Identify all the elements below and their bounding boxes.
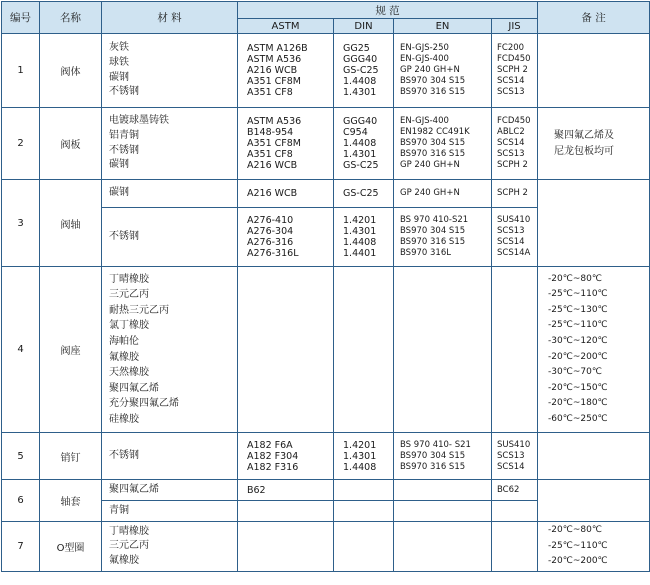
cell-line: 氟橡胶 bbox=[109, 351, 139, 363]
cell-line: FCD450 bbox=[497, 116, 531, 126]
cell-line: SCS14A bbox=[497, 248, 531, 258]
part-name: 阀轴 bbox=[40, 180, 102, 267]
cell-line: A351 CF8 bbox=[247, 149, 293, 160]
astm-spec bbox=[238, 433, 334, 480]
cell-line: 碳钢 bbox=[109, 71, 129, 83]
cell-line: FCD450 bbox=[497, 54, 531, 64]
astm-spec bbox=[238, 180, 334, 208]
cell-line: SCS13 bbox=[497, 87, 525, 97]
material-list bbox=[102, 522, 238, 572]
remark bbox=[538, 267, 650, 433]
cell-line: SCS13 bbox=[497, 226, 525, 236]
cell-line: 海帕伦 bbox=[109, 335, 139, 347]
cell-line: A351 CF8M bbox=[247, 76, 301, 87]
cell-line: 硅橡胶 bbox=[109, 413, 139, 425]
cell-line: 丁晴橡胶 bbox=[109, 273, 149, 285]
material-list bbox=[102, 108, 238, 180]
cell-line: 丁晴橡胶 bbox=[109, 525, 149, 537]
header-name: 名称 bbox=[40, 2, 102, 34]
row-number: 1 bbox=[2, 34, 40, 108]
header-jis: JIS bbox=[492, 19, 538, 34]
cell-line: A351 CF8M bbox=[247, 138, 301, 149]
part-name: 阀座 bbox=[40, 267, 102, 433]
cell-line: GS-C25 bbox=[343, 160, 379, 171]
cell-line: A216 WCB bbox=[247, 160, 298, 171]
cell-line: -60℃~250℃ bbox=[548, 413, 608, 424]
cell-line: 耐热三元乙丙 bbox=[109, 304, 169, 316]
jis-spec bbox=[492, 501, 538, 522]
en-spec bbox=[394, 267, 492, 433]
table-row bbox=[2, 34, 650, 108]
en-spec bbox=[394, 208, 492, 267]
din-spec bbox=[334, 34, 394, 108]
en-spec bbox=[394, 522, 492, 572]
cell-line: 碳钢 bbox=[109, 159, 129, 171]
cell-line: 铝青铜 bbox=[109, 129, 139, 141]
table-row bbox=[2, 433, 650, 480]
header-spec: 规 范 bbox=[238, 2, 538, 19]
astm-spec bbox=[238, 480, 334, 501]
cell-line: -25℃~110℃ bbox=[548, 289, 608, 300]
row-number: 5 bbox=[2, 433, 40, 480]
cell-line: SCS13 bbox=[497, 450, 525, 461]
cell-line: 不锈钢 bbox=[109, 144, 139, 156]
din-spec bbox=[334, 480, 394, 501]
valve-materials-table bbox=[1, 1, 650, 572]
din-spec bbox=[334, 522, 394, 572]
header-en: EN bbox=[394, 19, 492, 34]
jis-spec bbox=[492, 267, 538, 433]
header-no: 编号 bbox=[2, 2, 40, 34]
part-name: 阀体 bbox=[40, 34, 102, 108]
material-list bbox=[102, 433, 238, 480]
cell-line: A216 WCB bbox=[247, 188, 298, 199]
remark bbox=[538, 522, 650, 572]
cell-line: 1.4301 bbox=[343, 450, 377, 462]
cell-line: GG25 bbox=[343, 43, 370, 54]
cell-line: A276-316 bbox=[247, 237, 294, 248]
cell-line: -25℃~130℃ bbox=[548, 304, 608, 315]
table-row bbox=[2, 180, 650, 208]
cell-line: GP 240 GH+N bbox=[400, 160, 460, 170]
cell-line: EN1982 CC491K bbox=[400, 127, 470, 137]
cell-line: FC200 bbox=[497, 43, 525, 53]
cell-line: BS 970 410-S21 bbox=[400, 215, 469, 225]
cell-line: 聚四氟乙烯 bbox=[109, 483, 159, 495]
astm-spec bbox=[238, 208, 334, 267]
row-number: 4 bbox=[2, 267, 40, 433]
cell-line: 1.4201 bbox=[343, 439, 377, 451]
cell-line: 1.4301 bbox=[343, 149, 377, 160]
cell-line: -20℃~80℃ bbox=[548, 525, 602, 536]
header-astm: ASTM bbox=[238, 19, 334, 34]
cell-line: BS 970 410- S21 bbox=[400, 439, 471, 450]
cell-line: A276-410 bbox=[247, 215, 294, 226]
cell-line: SUS410 bbox=[497, 439, 531, 450]
cell-line: ABLC2 bbox=[497, 127, 525, 137]
cell-line: 1.4408 bbox=[343, 138, 377, 149]
cell-line: 青铜 bbox=[109, 504, 129, 516]
cell-line: -25℃~110℃ bbox=[548, 320, 608, 331]
din-spec bbox=[334, 267, 394, 433]
material-list bbox=[102, 208, 238, 267]
cell-line: A276-316L bbox=[247, 248, 299, 259]
table-row bbox=[2, 108, 650, 180]
part-name: 阀板 bbox=[40, 108, 102, 180]
cell-line: GP 240 GH+N bbox=[400, 188, 460, 198]
remark bbox=[538, 108, 650, 180]
table-row bbox=[2, 522, 650, 572]
cell-line: C954 bbox=[343, 127, 368, 138]
astm-spec bbox=[238, 267, 334, 433]
cell-line: 聚四氟乙烯及 bbox=[554, 129, 615, 141]
cell-line: 不锈钢 bbox=[109, 230, 139, 242]
header-material: 材 料 bbox=[102, 2, 238, 34]
cell-line: 1.4301 bbox=[343, 226, 377, 237]
remark bbox=[538, 180, 650, 267]
cell-line: GS-C25 bbox=[343, 65, 379, 76]
cell-line: SCS14 bbox=[497, 237, 525, 247]
en-spec bbox=[394, 433, 492, 480]
cell-line: ASTM A126B bbox=[247, 43, 308, 54]
din-spec bbox=[334, 108, 394, 180]
cell-line: BS970 316 S15 bbox=[400, 149, 466, 159]
cell-line: BS970 304 S15 bbox=[400, 226, 466, 236]
jis-spec bbox=[492, 208, 538, 267]
cell-line: 三元乙丙 bbox=[109, 540, 149, 552]
cell-line: SCS14 bbox=[497, 76, 525, 86]
cell-line: SCPH 2 bbox=[497, 65, 528, 75]
header-remark: 备 注 bbox=[538, 2, 650, 34]
cell-line: 聚四氟乙烯 bbox=[109, 382, 159, 394]
row-number: 7 bbox=[2, 522, 40, 572]
cell-line: 三元乙丙 bbox=[109, 289, 149, 301]
jis-spec bbox=[492, 522, 538, 572]
cell-line: 天然橡胶 bbox=[109, 367, 149, 379]
din-spec bbox=[334, 180, 394, 208]
cell-line: EN-GJS-400 bbox=[400, 54, 449, 64]
astm-spec bbox=[238, 501, 334, 522]
material-list bbox=[102, 267, 238, 433]
en-spec bbox=[394, 34, 492, 108]
cell-line: BS970 316 S15 bbox=[400, 461, 466, 472]
cell-line: SCPH 2 bbox=[497, 160, 528, 170]
cell-line: 1.4201 bbox=[343, 215, 377, 226]
cell-line: EN-GJS-250 bbox=[400, 43, 449, 53]
part-name: O型圈 bbox=[40, 522, 102, 572]
en-spec bbox=[394, 480, 492, 501]
cell-line: 灰铁 bbox=[109, 42, 129, 54]
cell-line: BS970 316L bbox=[400, 248, 451, 258]
cell-line: -20℃~180℃ bbox=[548, 398, 608, 409]
cell-line: 1.4408 bbox=[343, 76, 377, 87]
row-number: 6 bbox=[2, 480, 40, 522]
cell-line: SCS13 bbox=[497, 149, 525, 159]
cell-line: 1.4301 bbox=[343, 87, 377, 98]
cell-line: BS970 316 S15 bbox=[400, 87, 466, 97]
cell-line: -20℃~150℃ bbox=[548, 382, 608, 393]
cell-line: ASTM A536 bbox=[247, 54, 302, 65]
cell-line: -20℃~200℃ bbox=[548, 351, 608, 362]
material-list bbox=[102, 180, 238, 208]
en-spec bbox=[394, 501, 492, 522]
cell-line: 不锈钢 bbox=[109, 86, 139, 98]
material-list bbox=[102, 480, 238, 501]
table-row bbox=[2, 480, 650, 501]
cell-line: EN-GJS-400 bbox=[400, 116, 449, 126]
table-row bbox=[2, 267, 650, 433]
cell-line: A351 CF8 bbox=[247, 87, 293, 98]
cell-line: 1.4408 bbox=[343, 461, 377, 473]
astm-spec bbox=[238, 34, 334, 108]
cell-line: BS970 304 S15 bbox=[400, 450, 466, 461]
cell-line: -30℃~120℃ bbox=[548, 335, 608, 346]
cell-line: 氟橡胶 bbox=[109, 554, 139, 566]
cell-line: GGG40 bbox=[343, 116, 378, 127]
cell-line: 不锈钢 bbox=[109, 449, 139, 461]
astm-spec bbox=[238, 108, 334, 180]
cell-line: SCPH 2 bbox=[497, 188, 528, 198]
cell-line: 电镀球墨铸铁 bbox=[109, 115, 169, 127]
cell-line: 1.4408 bbox=[343, 237, 377, 248]
cell-line: B62 bbox=[247, 484, 266, 496]
din-spec bbox=[334, 501, 394, 522]
row-number: 2 bbox=[2, 108, 40, 180]
astm-spec bbox=[238, 522, 334, 572]
part-name: 轴套 bbox=[40, 480, 102, 522]
header-din: DIN bbox=[334, 19, 394, 34]
cell-line: SUS410 bbox=[497, 215, 531, 225]
jis-spec bbox=[492, 34, 538, 108]
en-spec bbox=[394, 180, 492, 208]
cell-line: 充分聚四氟乙烯 bbox=[109, 398, 179, 410]
cell-line: BS970 316 S15 bbox=[400, 237, 466, 247]
cell-line: A182 F6A bbox=[247, 439, 293, 451]
cell-line: A182 F316 bbox=[247, 461, 299, 473]
cell-line: GS-C25 bbox=[343, 188, 379, 199]
cell-line: BS970 304 S15 bbox=[400, 138, 466, 148]
cell-line: -20℃~80℃ bbox=[548, 273, 602, 284]
cell-line: -30℃~70℃ bbox=[548, 367, 602, 378]
material-list bbox=[102, 501, 238, 522]
cell-line: GGG40 bbox=[343, 54, 378, 65]
cell-line: A216 WCB bbox=[247, 65, 298, 76]
cell-line: BC62 bbox=[497, 484, 520, 495]
cell-line: A182 F304 bbox=[247, 450, 299, 462]
material-list bbox=[102, 34, 238, 108]
en-spec bbox=[394, 108, 492, 180]
part-name: 销钉 bbox=[40, 433, 102, 480]
cell-line: SCS14 bbox=[497, 461, 525, 472]
cell-line: ASTM A536 bbox=[247, 116, 302, 127]
jis-spec bbox=[492, 180, 538, 208]
cell-line: BS970 304 S15 bbox=[400, 76, 466, 86]
cell-line: 尼龙包板均可 bbox=[554, 145, 615, 157]
cell-line: -25℃~110℃ bbox=[548, 540, 608, 551]
din-spec bbox=[334, 208, 394, 267]
din-spec bbox=[334, 433, 394, 480]
cell-line: -20℃~200℃ bbox=[548, 556, 608, 567]
cell-line: 1.4401 bbox=[343, 248, 377, 259]
cell-line: 氯丁橡胶 bbox=[109, 320, 149, 332]
row-number: 3 bbox=[2, 180, 40, 267]
remark bbox=[538, 433, 650, 480]
cell-line: SCS14 bbox=[497, 138, 525, 148]
jis-spec bbox=[492, 108, 538, 180]
cell-line: A276-304 bbox=[247, 226, 294, 237]
cell-line: GP 240 GH+N bbox=[400, 65, 460, 75]
jis-spec bbox=[492, 480, 538, 501]
cell-line: 碳钢 bbox=[109, 187, 129, 199]
remark bbox=[538, 480, 650, 522]
remark bbox=[538, 34, 650, 108]
cell-line: 球铁 bbox=[109, 56, 129, 68]
jis-spec bbox=[492, 433, 538, 480]
cell-line: B148-954 bbox=[247, 127, 294, 138]
